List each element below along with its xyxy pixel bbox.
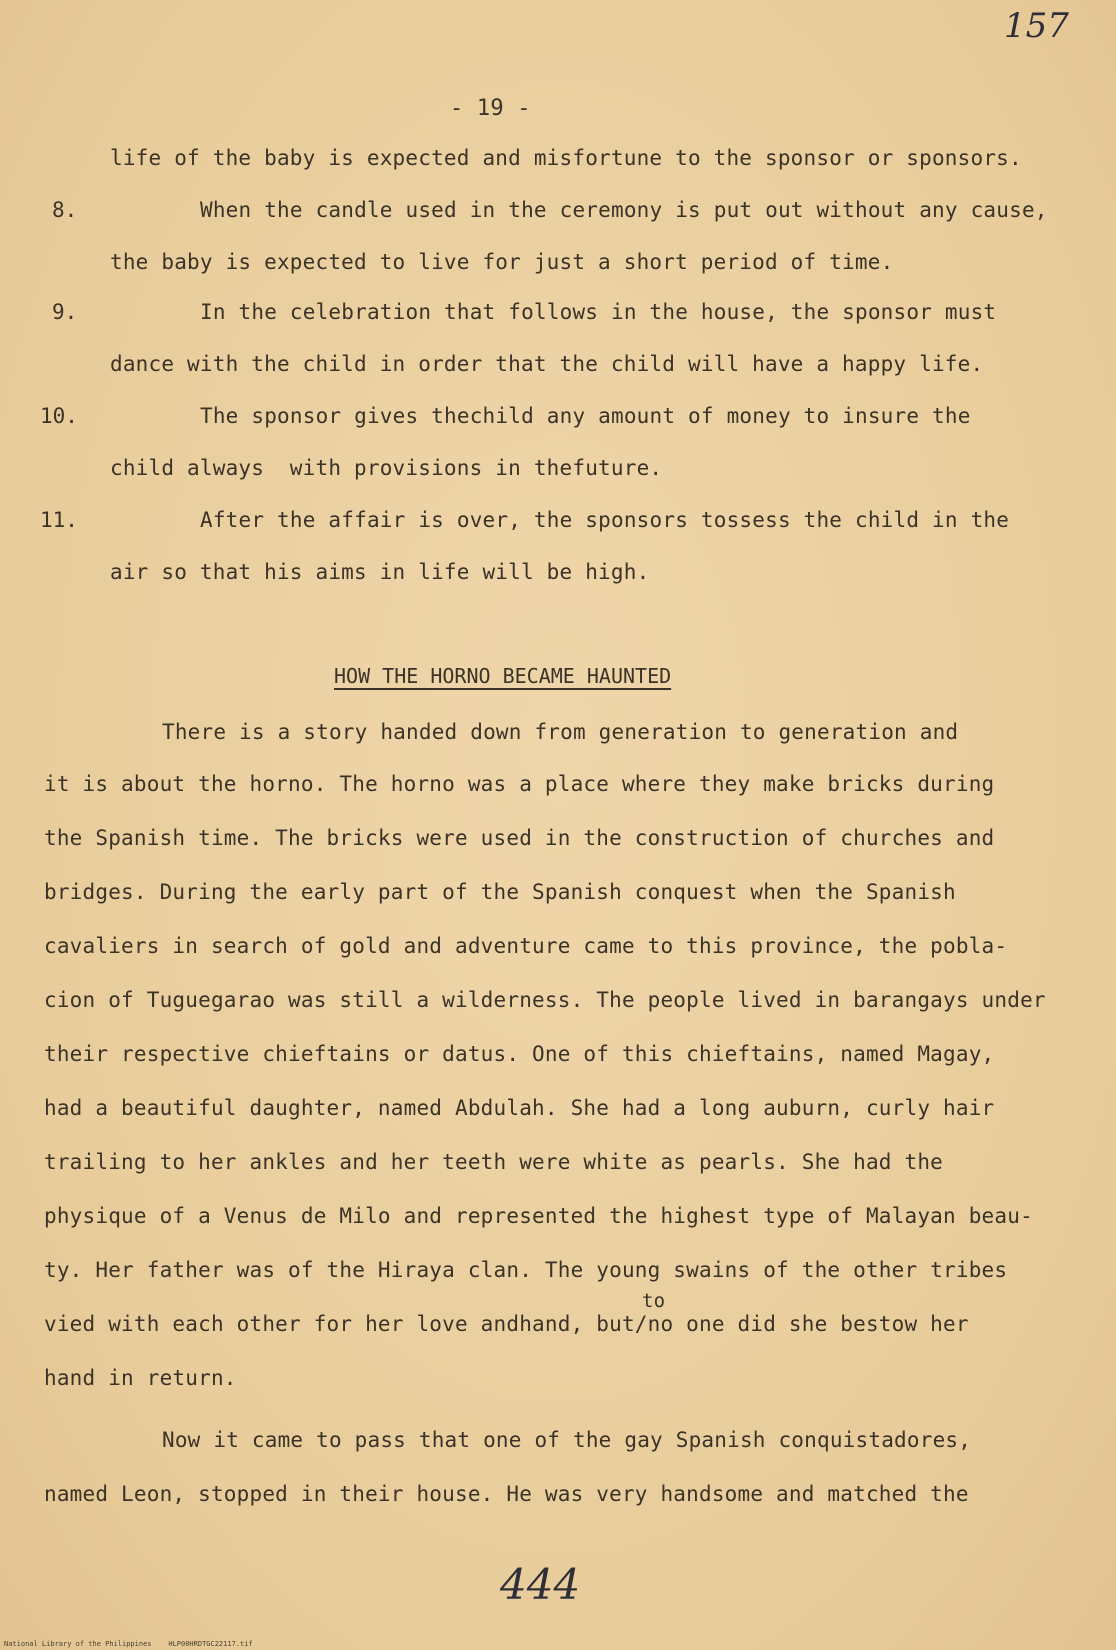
- item-10-line-2: child always with provisions in thefuture.: [110, 456, 663, 480]
- insertion-mark: to: [642, 1290, 666, 1312]
- story-para1-line-13: hand in return.: [44, 1366, 237, 1390]
- item-11-line-2: air so that his aims in life will be high.: [110, 560, 650, 584]
- page-number: - 19 -: [450, 96, 531, 121]
- item-9-line-1: In the celebration that follows in the house, the sponsor must: [200, 300, 997, 324]
- item-11-number: 11.: [40, 508, 78, 532]
- item-8-line-1: When the candle used in the ceremony is put out without any cause,: [200, 198, 1048, 222]
- story-para1-line-1: There is a story handed down from generation to generation and: [162, 720, 959, 744]
- story-para1-line-7: their respective chieftains or datus. One of this chieftains, named Magay,: [44, 1042, 995, 1066]
- item-9-line-2: dance with the child in order that the child will have a happy life.: [110, 352, 984, 376]
- item-9-number: 9.: [52, 300, 78, 324]
- handwritten-page-number: 444: [500, 1560, 581, 1609]
- item-10-line-1: The sponsor gives thechild any amount of money to insure the: [200, 404, 971, 428]
- story-para1-line-12: vied with each other for her love andhand, but/no one did she bestow her: [44, 1312, 969, 1336]
- story-para1-line-3: the Spanish time. The bricks were used in the construction of churches and: [44, 826, 995, 850]
- story-title: HOW THE HORNO BECAME HAUNTED: [334, 664, 672, 688]
- story-para1-line-2: it is about the horno. The horno was a place where they make bricks during: [44, 772, 995, 796]
- story-para2-line-1: Now it came to pass that one of the gay Spanish conquistadores,: [162, 1428, 972, 1452]
- story-para1-line-4: bridges. During the early part of the Spanish conquest when the Spanish: [44, 880, 956, 904]
- item-8-number: 8.: [52, 198, 78, 222]
- story-para1-line-8: had a beautiful daughter, named Abdulah. She had a long auburn, curly hair: [44, 1096, 995, 1120]
- item-7-continuation: life of the baby is expected and misfortune to the sponsor or sponsors.: [110, 146, 1022, 170]
- item-11-line-1: After the affair is over, the sponsors tossess the child in the: [200, 508, 1010, 532]
- folio-number: 157: [1004, 6, 1069, 46]
- archive-footer: National Library of the Philippines HLP00HRDTGC22117.tif: [4, 1640, 253, 1648]
- story-para2-line-2: named Leon, stopped in their house. He was very handsome and matched the: [44, 1482, 969, 1506]
- item-8-line-2: the baby is expected to live for just a short period of time.: [110, 250, 894, 274]
- story-para1-line-6: cion of Tuguegarao was still a wilderness. The people lived in barangays under: [44, 988, 1046, 1012]
- story-para1-line-10: physique of a Venus de Milo and represented the highest type of Malayan beau-: [44, 1204, 1033, 1228]
- story-para1-line-9: trailing to her ankles and her teeth were white as pearls. She had the: [44, 1150, 944, 1174]
- item-10-number: 10.: [40, 404, 78, 428]
- story-para1-line-5: cavaliers in search of gold and adventure came to this province, the pobla-: [44, 934, 1008, 958]
- story-para1-line-11: ty. Her father was of the Hiraya clan. The young swains of the other tribes: [44, 1258, 1008, 1282]
